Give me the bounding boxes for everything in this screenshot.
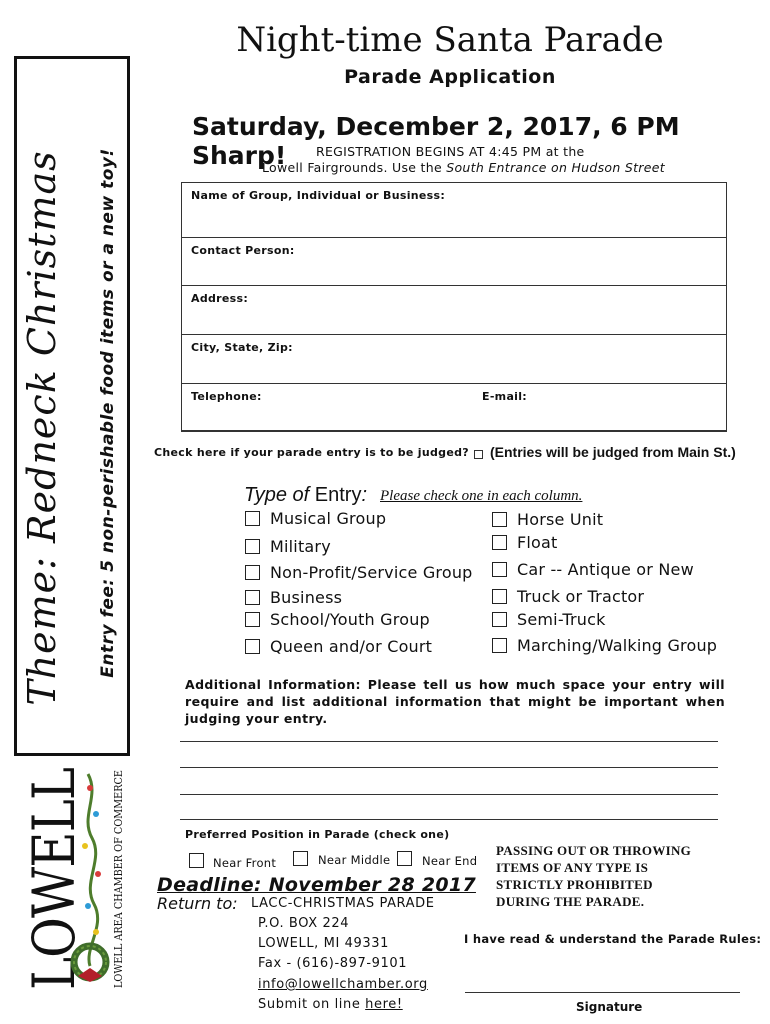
entry-checkbox[interactable] [492, 512, 507, 527]
additional-info-line[interactable] [180, 767, 718, 768]
entry-option-label: Military [270, 537, 331, 556]
fax-number: Fax - (616)-897-9101 [258, 956, 408, 971]
position-label: Near Front [213, 856, 277, 870]
position-label: Near Middle [318, 853, 391, 867]
signature-line[interactable] [465, 992, 740, 993]
entry-option-label: Semi-Truck [517, 610, 606, 629]
submit-online-link[interactable]: here! [365, 997, 403, 1012]
logo-caption: LOWELL AREA CHAMBER OF COMMERCE [112, 740, 125, 988]
entry-checkbox[interactable] [492, 535, 507, 550]
address-field[interactable]: Address: [182, 286, 726, 335]
entry-checkbox[interactable] [492, 638, 507, 653]
entry-option-label: Queen and/or Court [270, 637, 433, 656]
contact-person-field[interactable]: Contact Person: [182, 238, 726, 286]
theme-text: Theme: Redneck Christmas [20, 150, 64, 706]
judging-question: Check here if your parade entry is to be judged? [154, 446, 469, 459]
submit-online: Submit on line here! [258, 997, 403, 1012]
additional-info-line[interactable] [180, 819, 718, 820]
return-address-line: LOWELL, MI 49331 [258, 936, 389, 951]
entry-checkbox[interactable] [492, 589, 507, 604]
signature-label: Signature [576, 1000, 643, 1014]
entry-option-label: Musical Group [270, 509, 387, 528]
position-label: Near End [422, 854, 478, 868]
return-address-line: LACC-CHRISTMAS PARADE [251, 896, 435, 911]
entry-checkbox[interactable] [492, 612, 507, 627]
entry-option-label: School/Youth Group [270, 610, 430, 629]
entry-option-label: Float [517, 533, 558, 552]
telephone-field[interactable]: Telephone: [182, 384, 726, 431]
entry-option-label: Marching/Walking Group [517, 636, 718, 655]
additional-info-line[interactable] [180, 741, 718, 742]
group-name-field[interactable]: Name of Group, Individual or Business: [182, 183, 726, 238]
judging-checkbox[interactable] [474, 450, 483, 459]
logo-word: LOWELL [20, 730, 88, 990]
registration-line-2: Lowell Fairgrounds. Use the South Entrance on Hudson Street [262, 160, 665, 175]
additional-info-line[interactable] [180, 794, 718, 795]
page-subtitle: Parade Application [344, 66, 556, 88]
entry-option-label: Business [270, 588, 343, 607]
entry-checkbox[interactable] [245, 590, 260, 605]
rules-statement: I have read & understand the Parade Rules: [464, 932, 762, 946]
return-to-label: Return to: [157, 894, 238, 913]
position-heading: Preferred Position in Parade (check one) [185, 828, 450, 841]
entry-checkbox[interactable] [492, 562, 507, 577]
email-link[interactable]: info@lowellchamber.org [258, 977, 428, 992]
email-field[interactable]: E-mail: [482, 390, 528, 403]
position-checkbox[interactable] [397, 851, 412, 866]
deadline: Deadline: November 28 2017 [157, 874, 476, 896]
email-link-wrap [258, 977, 428, 992]
additional-info-text: Additional Information: Please tell us how much space your entry will require and list additional information that might be important when judging your entry. [185, 677, 725, 726]
entry-option-label: Horse Unit [517, 510, 604, 529]
entry-type-hint: Please check one in each column. [380, 488, 583, 504]
chamber-logo [20, 730, 126, 992]
entry-option-label: Truck or Tractor [517, 587, 645, 606]
entry-fee-text: Entry fee: 5 non-perishable food items or a new toy! [98, 148, 118, 678]
entry-option-label: Non-Profit/Service Group [270, 563, 473, 582]
judging-note: (Entries will be judged from Main St.) [490, 444, 736, 460]
entry-checkbox[interactable] [245, 639, 260, 654]
applicant-info-table [181, 182, 727, 432]
registration-line-1: REGISTRATION BEGINS AT 4:45 PM at the [316, 144, 585, 159]
entry-type-heading: Type of Entry: [244, 484, 368, 506]
entry-checkbox[interactable] [245, 511, 260, 526]
page-title: Night-time Santa Parade [236, 20, 664, 60]
entry-checkbox[interactable] [245, 539, 260, 554]
position-checkbox[interactable] [189, 853, 204, 868]
entry-option-label: Car -- Antique or New [517, 560, 694, 579]
return-address-line: P.O. BOX 224 [258, 916, 350, 931]
entry-checkbox[interactable] [245, 565, 260, 580]
entry-checkbox[interactable] [245, 612, 260, 627]
event-date: Saturday, December 2, 2017, 6 PM Sharp! [192, 112, 680, 170]
city-state-zip-field[interactable]: City, State, Zip: [182, 335, 726, 384]
throwing-warning: PASSING OUT OR THROWING ITEMS OF ANY TYPE IS STRICTLY PROHIBITED DURING THE PARADE. [496, 843, 692, 909]
position-checkbox[interactable] [293, 851, 308, 866]
